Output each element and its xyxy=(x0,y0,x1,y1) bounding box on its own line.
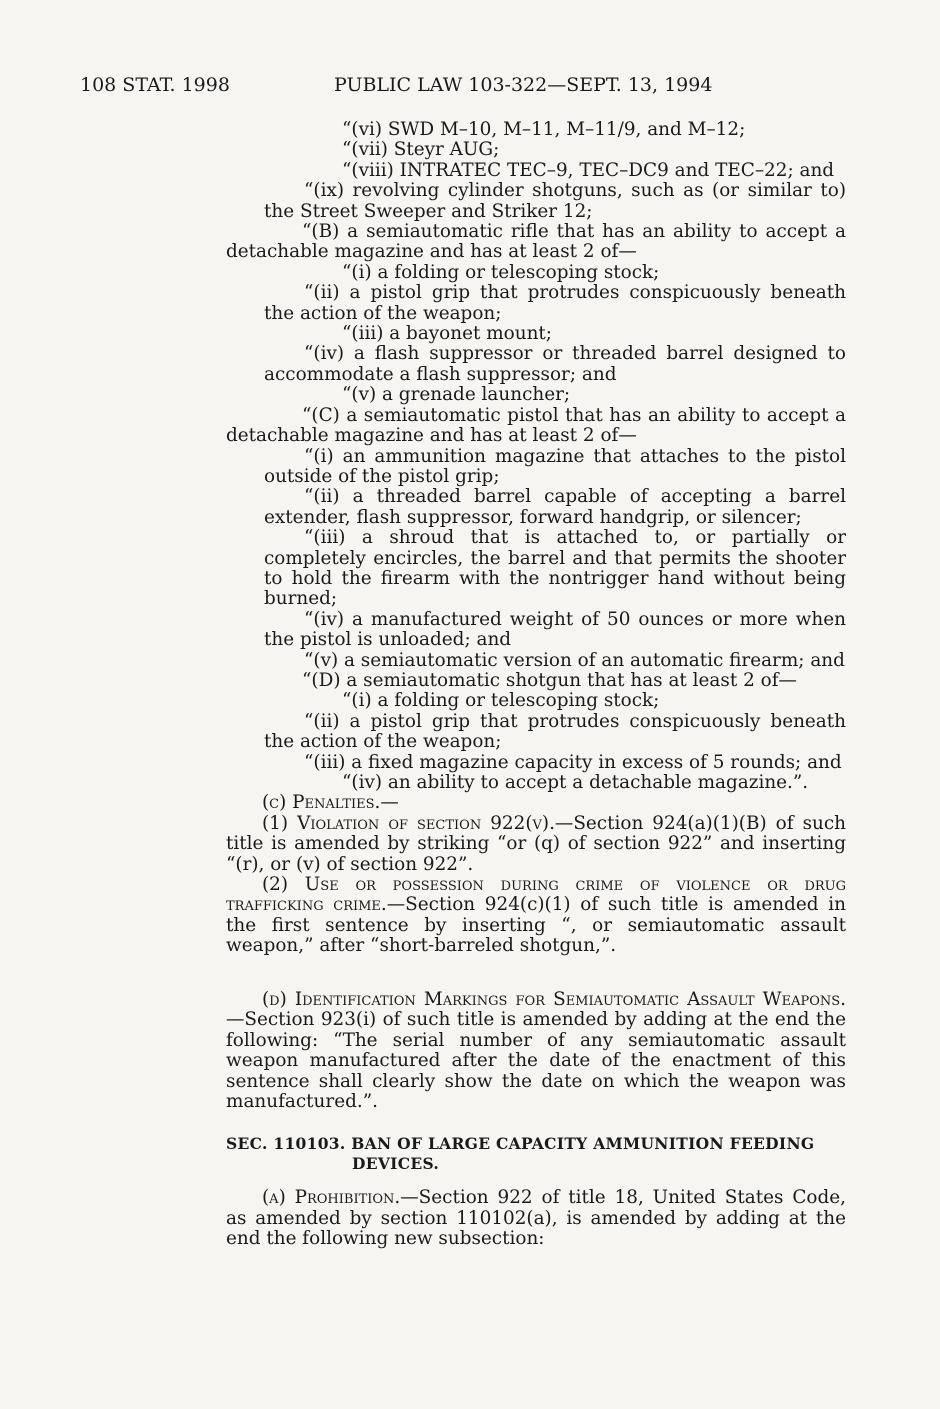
d-clause-iii: “(iii) a fixed magazine capacity in excess of 5 rounds; and xyxy=(304,751,842,773)
penalty-1: (1) Violation of section 922(v).—Section 924(a)(1)(B) of such title is amended by striking “or (q) of section 922” and inserting “(r), or (v) of section 922”. xyxy=(226,812,846,875)
document-body xyxy=(226,120,846,957)
b-clause-iv: “(iv) a flash suppressor or threaded barrel designed to accommodate a flash suppressor; and xyxy=(264,343,846,385)
subparagraph-b: “(B) a semiautomatic rifle that has an ability to accept a detachable magazine and has at least 2 of— xyxy=(226,221,846,263)
section-continued xyxy=(226,990,846,1250)
statute-page-number: 108 STAT. 1998 xyxy=(80,74,230,96)
clause-vii: “(vii) Steyr AUG; xyxy=(342,139,500,161)
c-clause-v: “(v) a semiautomatic version of an automatic firearm; and xyxy=(304,649,845,671)
c-clause-iv: “(iv) a manufactured weight of 50 ounces or more when the pistol is unloaded; and xyxy=(264,608,846,651)
subparagraph-c: “(C) a semiautomatic pistol that has an ability to accept a detachable magazine and has at least 2 of— xyxy=(226,404,846,447)
c-clause-iii: “(iii) a shroud that is attached to, or partially or completely encircles, the barrel and that permits the shooter to hold the firearm with the nontrigger hand without being burned; xyxy=(264,527,846,610)
public-law-title: PUBLIC LAW 103-322—SEPT. 13, 1994 xyxy=(334,74,713,96)
identification-markings: (d) Identification Markings for Semiautomatic Assault Weapons.—Section 923(i) of such title is amended by adding at the end the following: “The serial number of any semiautomatic assault weapon manufactured after the date of the enactment of this sentence shall clearly show the date on which the weapon was manufactured.”. xyxy=(226,989,846,1113)
d-clause-ii: “(ii) a pistol grip that protrudes conspicuously beneath the action of the weapon; xyxy=(264,710,846,753)
subsection-a-prohibition: (a) Prohibition.—Section 922 of title 18, United States Code, as amended by section 110102(a), is amended by adding at the end the following new subsection: xyxy=(226,1187,846,1250)
d-clause-iv: “(iv) an ability to accept a detachable magazine.”. xyxy=(342,772,809,793)
penalty-2: (2) Use or possession during crime of violence or drug trafficking crime.—Section 924(c)(1) of such title is amended in the first sentence by inserting “, or semiautomatic assault weapon,” after “short-barreled shotgun,”. xyxy=(226,874,846,957)
section-heading: SEC. 110103. BAN OF LARGE CAPACITY AMMUNITION FEEDING DEVICES. xyxy=(226,1134,815,1174)
c-clause-i: “(i) an ammunition magazine that attaches to the pistol outside of the pistol grip; xyxy=(264,445,846,487)
c-clause-ii: “(ii) a threaded barrel capable of accepting a barrel extender, flash suppressor, forward handgrip, or silencer; xyxy=(264,486,846,528)
subparagraph-d: “(D) a semiautomatic shotgun that has at least 2 of— xyxy=(302,669,797,691)
clause-viii: “(viii) INTRATEC TEC–9, TEC–DC9 and TEC–22; and xyxy=(342,159,835,181)
clause-ix: “(ix) revolving cylinder shotguns, such as (or similar to) the Street Sweeper and Striker 12; xyxy=(264,180,846,222)
b-clause-v: “(v) a grenade launcher; xyxy=(342,384,571,406)
b-clause-i: “(i) a folding or telescoping stock; xyxy=(342,261,660,283)
clause-vi: “(vi) SWD M–10, M–11, M–11/9, and M–12; xyxy=(342,119,746,140)
b-clause-ii: “(ii) a pistol grip that protrudes conspicuously beneath the action of the weapon; xyxy=(264,282,846,324)
b-clause-iii: “(iii) a bayonet mount; xyxy=(342,323,553,345)
d-clause-i: “(i) a folding or telescoping stock; xyxy=(342,690,660,712)
penalties-heading: (c) Penalties.— xyxy=(262,792,399,814)
